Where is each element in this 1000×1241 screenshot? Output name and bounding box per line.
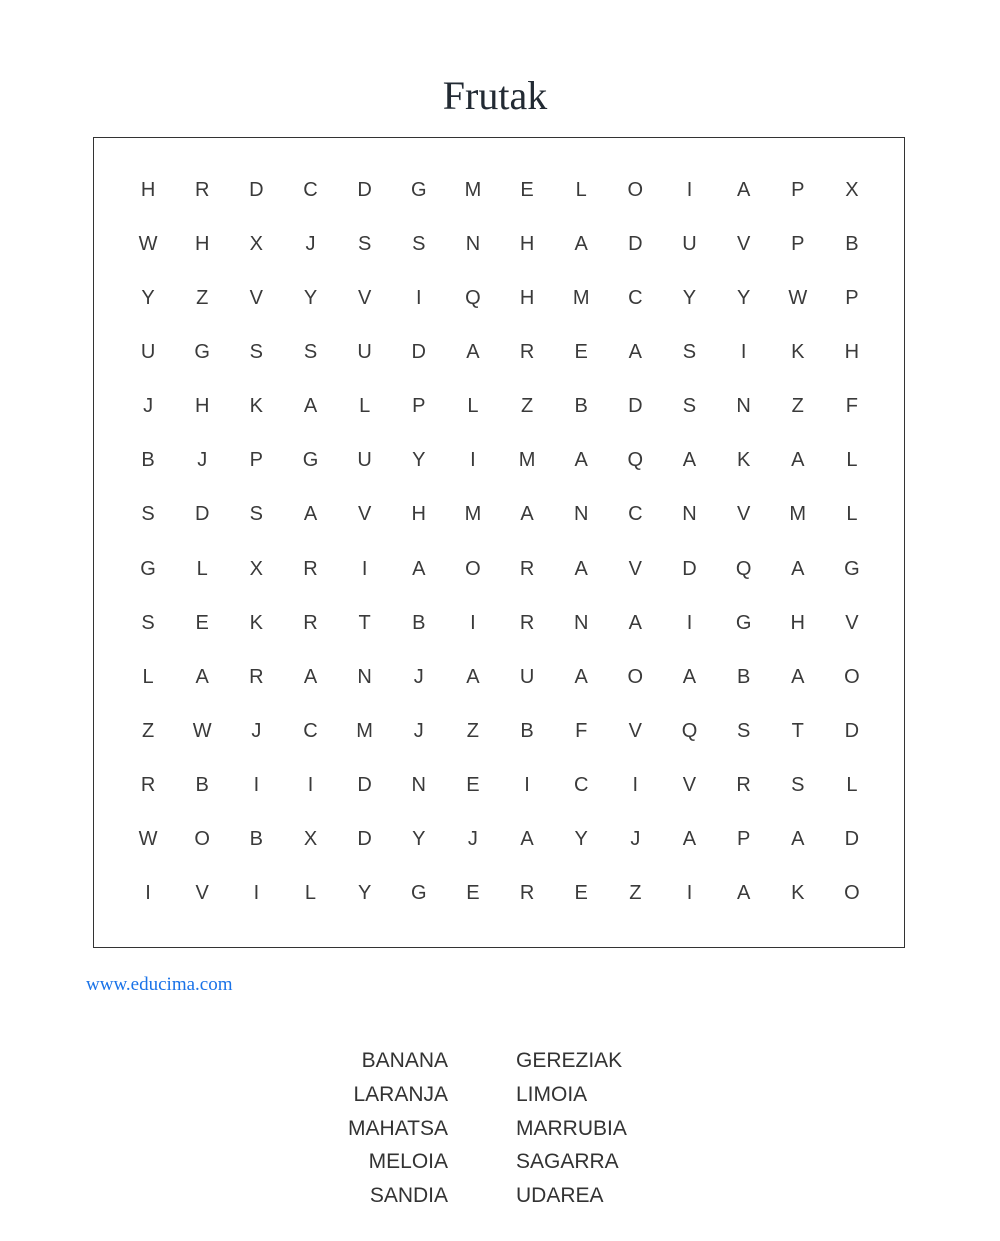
grid-letter: J: [630, 828, 641, 851]
grid-letter: C: [303, 719, 318, 742]
grid-letter: V: [357, 286, 372, 309]
grid-letter: D: [844, 828, 860, 851]
grid-letter: R: [303, 611, 318, 634]
grid-letter: Q: [465, 286, 481, 309]
grid-letter: B: [249, 828, 264, 851]
grid-letter: T: [791, 719, 804, 742]
grid-letter: C: [628, 503, 643, 526]
grid-letter: I: [686, 882, 693, 905]
grid-letter: U: [140, 340, 156, 363]
grid-letter: S: [357, 232, 372, 255]
grid-letter: A: [303, 503, 318, 526]
grid-letter: Z: [791, 395, 804, 418]
grid-letter: H: [519, 232, 535, 255]
page-title: Frutak: [442, 73, 548, 118]
grid-letter: M: [572, 286, 590, 309]
grid-letter: H: [790, 611, 805, 634]
grid-letter: B: [412, 611, 426, 634]
grid-letter: G: [140, 557, 156, 580]
grid-letter: O: [627, 178, 644, 201]
word-list-item: GEREZIAK: [516, 1049, 623, 1072]
grid-letter: M: [789, 503, 807, 526]
grid-letter: F: [575, 719, 588, 742]
grid-letter: V: [249, 286, 264, 309]
grid-letter: I: [307, 774, 314, 797]
grid-letter: Q: [735, 557, 752, 580]
grid-letter: K: [736, 449, 751, 472]
grid-letter: G: [410, 882, 427, 905]
grid-letter: A: [791, 665, 805, 688]
grid-letter: U: [519, 665, 535, 688]
grid-letter: O: [844, 882, 860, 905]
grid-letter: B: [141, 449, 155, 472]
grid-letter: A: [628, 611, 642, 634]
grid-letter: B: [520, 719, 534, 742]
grid-letter: A: [628, 340, 642, 363]
word-list-right: [516, 1044, 716, 1213]
grid-letter: Q: [681, 719, 698, 742]
grid-letter: S: [249, 340, 264, 363]
grid-letter: D: [357, 774, 372, 797]
grid-letter: R: [194, 178, 210, 201]
grid-letter: V: [357, 503, 372, 526]
grid-letter: A: [303, 665, 318, 688]
grid-letter: A: [574, 557, 588, 580]
grid-letter: Z: [141, 719, 155, 742]
grid-letter: A: [682, 828, 697, 851]
grid-letter: A: [682, 449, 697, 472]
grid-letter: P: [736, 828, 751, 851]
grid-letter: J: [305, 232, 316, 255]
grid-letter: X: [845, 178, 859, 201]
grid-letter: R: [140, 774, 156, 797]
grid-letter: I: [740, 340, 747, 363]
grid-letter: O: [844, 665, 860, 688]
grid-letter: A: [303, 395, 318, 418]
grid-letter: I: [686, 178, 693, 201]
grid-letter: C: [573, 774, 589, 797]
grid-letter: A: [791, 449, 805, 472]
grid-letter: L: [142, 665, 154, 688]
grid-letter: R: [303, 557, 318, 580]
grid-letter: I: [415, 286, 422, 309]
grid-letter: G: [735, 611, 752, 634]
grid-letter: P: [791, 232, 805, 255]
grid-letter: H: [519, 286, 535, 309]
grid-letter: A: [791, 828, 805, 851]
word-list-item: SAGARRA: [516, 1150, 619, 1174]
grid-letter: A: [520, 503, 534, 526]
grid-letter: F: [845, 395, 858, 418]
grid-letter: E: [195, 611, 209, 634]
grid-letter: S: [141, 611, 155, 634]
grid-letter: Q: [627, 449, 644, 472]
grid-letter: R: [519, 611, 535, 634]
grid-letter: H: [844, 340, 860, 363]
grid-letter: S: [303, 340, 318, 363]
grid-letter: R: [249, 665, 264, 688]
website-link[interactable]: www.educima.com: [86, 974, 233, 995]
grid-letter: L: [196, 557, 208, 580]
grid-letter: V: [628, 719, 642, 742]
grid-letter: E: [466, 774, 480, 797]
grid-letter: D: [628, 395, 643, 418]
grid-letter: B: [195, 774, 209, 797]
grid-letter: D: [357, 828, 372, 851]
grid-letter: G: [194, 340, 210, 363]
grid-letter: U: [682, 232, 697, 255]
grid-letter: L: [846, 449, 858, 472]
grid-letter: Z: [466, 719, 480, 742]
grid-letter: U: [357, 449, 372, 472]
grid-letter: X: [249, 557, 264, 580]
grid-letter: S: [791, 774, 805, 797]
word-list-item: UDAREA: [516, 1184, 604, 1208]
grid-letter: A: [736, 882, 751, 905]
grid-letter: Y: [141, 286, 155, 309]
grid-letter: N: [736, 395, 751, 418]
grid-letter: L: [846, 503, 858, 526]
grid-letter: P: [249, 449, 264, 472]
grid-letter: S: [736, 719, 751, 742]
word-list-item: MARRUBIA: [516, 1116, 627, 1140]
grid-letter: V: [628, 557, 642, 580]
grid-letter: S: [682, 340, 697, 363]
grid-letter: A: [682, 665, 697, 688]
grid-letter: D: [411, 340, 426, 363]
grid-letter: R: [519, 882, 535, 905]
grid-letter: I: [145, 882, 151, 905]
grid-letter: L: [304, 882, 317, 905]
grid-letter: I: [253, 882, 260, 905]
grid-letter: K: [791, 882, 805, 905]
grid-letter: P: [791, 178, 805, 201]
grid-letter: S: [412, 232, 426, 255]
grid-letter: M: [464, 503, 482, 526]
grid-letter: M: [356, 719, 373, 742]
grid-letter: D: [844, 719, 860, 742]
grid-letter: C: [628, 286, 643, 309]
grid-letter: X: [303, 828, 318, 851]
grid-letter: L: [575, 178, 587, 201]
grid-letter: Z: [520, 395, 534, 418]
grid-letter: V: [195, 882, 209, 905]
grid-letter: L: [846, 774, 858, 797]
word-list-item: SANDIA: [369, 1184, 448, 1208]
grid-letter: R: [736, 774, 751, 797]
grid-letter: S: [141, 503, 155, 526]
grid-letter: Y: [303, 286, 318, 309]
word-list-item: LARANJA: [353, 1082, 448, 1106]
grid-letter: D: [628, 232, 643, 255]
grid-letter: V: [682, 774, 697, 797]
grid-letter: A: [520, 828, 534, 851]
grid-letter: E: [520, 178, 534, 201]
word-list-item: MAHATSA: [348, 1116, 448, 1140]
grid-letter: D: [682, 557, 697, 580]
grid-letter: M: [518, 449, 536, 472]
grid-letter: A: [574, 665, 588, 688]
grid-letter: W: [192, 719, 212, 742]
grid-letter: A: [412, 557, 426, 580]
grid-letter: K: [791, 340, 805, 363]
word-list-item: MELOIA: [368, 1150, 448, 1174]
grid-letter: G: [410, 178, 427, 201]
grid-letter: D: [249, 178, 264, 201]
word-list-item: BANANA: [361, 1049, 448, 1072]
grid-letter: A: [574, 449, 588, 472]
grid-letter: N: [411, 774, 426, 797]
word-list-left: [300, 1044, 448, 1213]
grid-letter: I: [470, 449, 476, 472]
grid-letter: U: [357, 340, 372, 363]
grid-letter: P: [412, 395, 426, 418]
grid-letter: X: [249, 232, 264, 255]
grid-letter: P: [845, 286, 859, 309]
grid-letter: H: [411, 503, 426, 526]
grid-letter: A: [736, 178, 751, 201]
grid-letter: N: [357, 665, 372, 688]
grid-letter: V: [736, 503, 751, 526]
grid-letter: K: [249, 395, 264, 418]
grid-letter: L: [359, 395, 371, 418]
grid-letter: I: [632, 774, 639, 797]
grid-letter: I: [253, 774, 260, 797]
grid-letter: W: [138, 232, 158, 255]
grid-letter: R: [519, 557, 535, 580]
word-search-grid: [121, 163, 879, 921]
grid-letter: O: [465, 557, 481, 580]
grid-letter: A: [574, 232, 588, 255]
grid-letter: V: [845, 611, 859, 634]
grid-letter: A: [466, 340, 480, 363]
grid-letter: J: [413, 719, 424, 742]
grid-letter: M: [464, 178, 482, 201]
grid-letter: A: [466, 665, 480, 688]
grid-letter: E: [574, 340, 588, 363]
grid-letter: O: [194, 828, 210, 851]
grid-letter: H: [194, 395, 210, 418]
grid-letter: S: [682, 395, 697, 418]
grid-letter: J: [197, 449, 208, 472]
grid-letter: D: [357, 178, 372, 201]
grid-letter: N: [573, 503, 589, 526]
grid-letter: E: [574, 882, 588, 905]
grid-letter: Y: [357, 882, 372, 905]
grid-letter: N: [573, 611, 589, 634]
grid-letter: Y: [412, 828, 426, 851]
grid-letter: B: [845, 232, 859, 255]
grid-letter: E: [466, 882, 480, 905]
grid-letter: K: [249, 611, 264, 634]
grid-letter: Y: [412, 449, 426, 472]
grid-letter: Y: [736, 286, 751, 309]
grid-letter: W: [138, 828, 158, 851]
grid-letter: Y: [574, 828, 588, 851]
grid-letter: W: [788, 286, 808, 309]
grid-letter: O: [627, 665, 644, 688]
grid-letter: N: [465, 232, 481, 255]
grid-letter: Y: [682, 286, 697, 309]
grid-letter: J: [143, 395, 154, 418]
grid-letter: J: [413, 665, 424, 688]
grid-letter: B: [736, 665, 751, 688]
grid-letter: I: [686, 611, 693, 634]
grid-letter: V: [736, 232, 751, 255]
grid-letter: H: [140, 178, 156, 201]
grid-letter: I: [361, 557, 368, 580]
word-list-item: LIMOIA: [516, 1082, 588, 1106]
grid-letter: Z: [196, 286, 209, 309]
grid-letter: D: [194, 503, 210, 526]
grid-letter: T: [358, 611, 371, 634]
grid-letter: A: [791, 557, 805, 580]
grid-letter: G: [844, 557, 860, 580]
grid-letter: H: [194, 232, 210, 255]
grid-letter: I: [470, 611, 476, 634]
grid-letter: J: [251, 719, 262, 742]
grid-letter: S: [249, 503, 264, 526]
grid-letter: B: [574, 395, 588, 418]
grid-letter: G: [302, 449, 319, 472]
grid-letter: I: [524, 774, 530, 797]
grid-letter: N: [682, 503, 697, 526]
grid-letter: R: [519, 340, 535, 363]
grid-letter: J: [467, 828, 478, 851]
grid-letter: L: [467, 395, 479, 418]
grid-letter: C: [303, 178, 318, 201]
grid-letter: A: [195, 665, 209, 688]
grid-letter: Z: [629, 882, 642, 905]
